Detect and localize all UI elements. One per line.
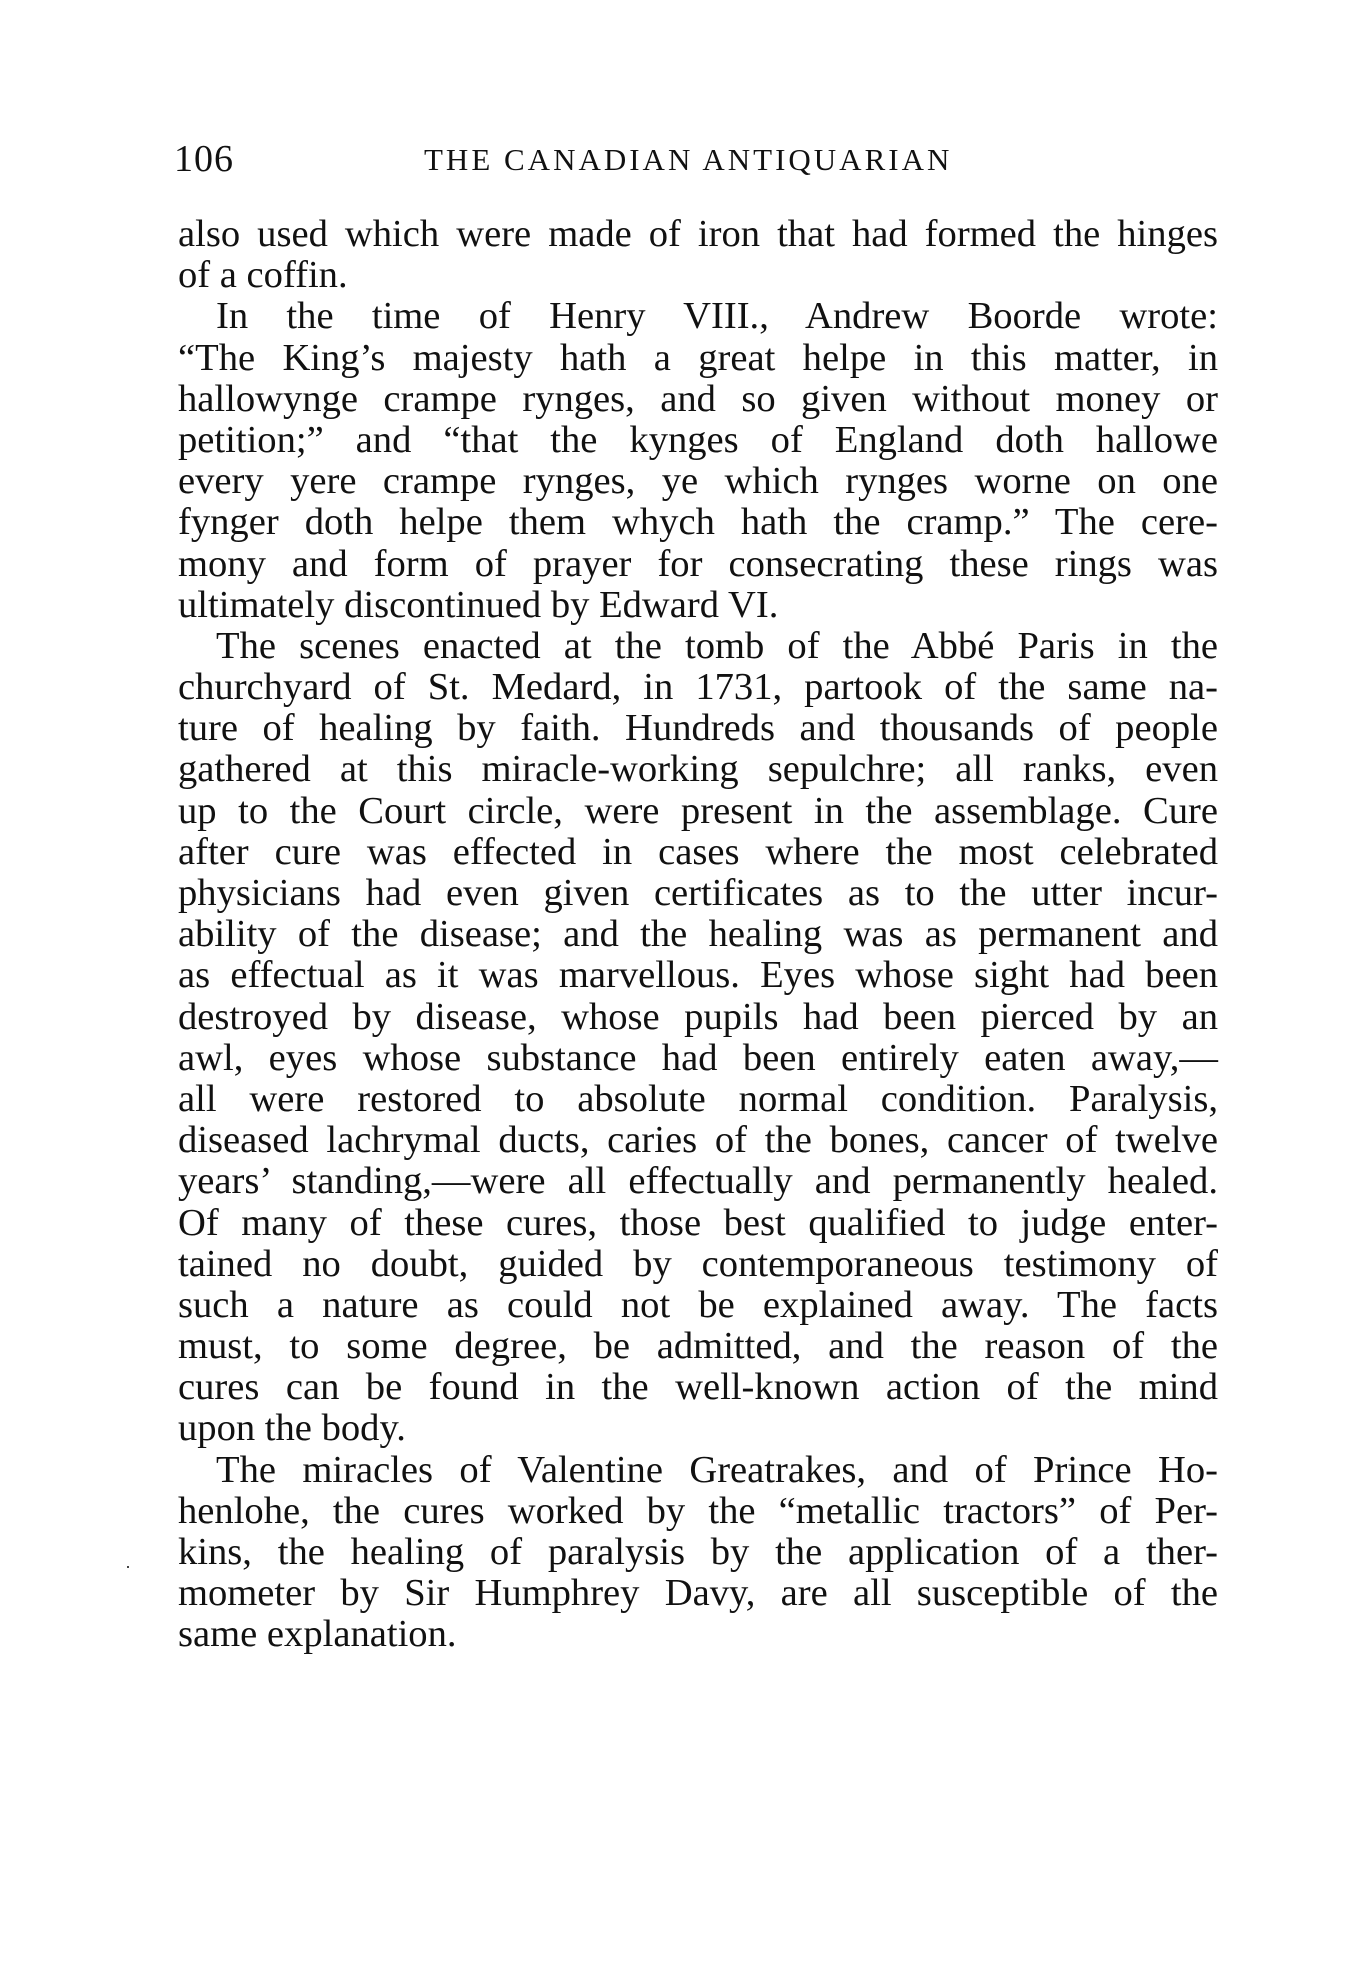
paragraph-greatrakes (178, 1450, 1218, 1656)
text-line: kins, the healing of paralysis by the application of a ther- (178, 1531, 1218, 1573)
text-line: diseased lachrymal ducts, caries of the bones, cancer of twelve (178, 1119, 1218, 1162)
text-line: ability of the disease; and the healing was as permanent and (178, 913, 1218, 956)
text-line: The miracles of Valentine Greatrakes, and of Prince Ho- (216, 1448, 1218, 1491)
paragraph-abbe-paris (178, 626, 1218, 1450)
text-line: ultimately discontinued by Edward VI. (178, 583, 779, 626)
text-line: tained no doubt, guided by contemporaneous testimony of (178, 1242, 1218, 1285)
text-line: petition;” and “that the kynges of England doth hallowe (178, 418, 1218, 461)
text-line: churchyard of St. Medard, in 1731, partook of the same na- (178, 666, 1218, 709)
text-line: mometer by Sir Humphrey Davy, are all susceptible of the (178, 1572, 1218, 1615)
text-line: gathered at this miracle-working sepulchre; all ranks, even (178, 748, 1218, 791)
text-line: such a nature as could not be explained away. The facts (178, 1283, 1218, 1326)
paragraph-boorde (178, 296, 1218, 626)
paragraph-continuation (178, 214, 1218, 296)
text-line: as effectual as it was marvellous. Eyes whose sight had been (178, 954, 1218, 997)
margin-speck (127, 1566, 129, 1568)
text-line: upon the body. (178, 1407, 406, 1450)
text-line: ture of healing by faith. Hundreds and thousands of people (178, 707, 1218, 750)
text-line: mony and form of prayer for consecrating these rings was (178, 542, 1218, 585)
text-line: In the time of Henry VIII., Andrew Boorde wrote: (216, 295, 1218, 338)
text-line: all were restored to absolute normal condition. Paralysis, (178, 1077, 1218, 1120)
text-line: must, to some degree, be admitted, and the reason of the (178, 1325, 1218, 1368)
journal-title: THE CANADIAN ANTIQUARIAN (424, 142, 953, 177)
text-line: destroyed by disease, whose pupils had been pierced by an (178, 995, 1218, 1038)
text-line: henlohe, the cures worked by the “metallic tractors” of Per- (178, 1489, 1218, 1532)
text-line: awl, eyes whose substance had been entirely eaten away,— (178, 1036, 1218, 1079)
page-number: 106 (174, 138, 234, 180)
text-line: up to the Court circle, were present in the assemblage. Cure (178, 789, 1218, 832)
text-line: of a coffin. (178, 254, 348, 297)
text-line: fynger doth helpe them whych hath the cramp.” The cere- (178, 501, 1218, 544)
text-line: The scenes enacted at the tomb of the Abbé Paris in the (216, 624, 1218, 667)
text-line: cures can be found in the well-known action of the mind (178, 1366, 1218, 1409)
text-line: same explanation. (178, 1613, 457, 1656)
text-line: also used which were made of iron that had formed the hinges (178, 213, 1218, 255)
text-line: hallowynge crampe rynges, and so given without money or (178, 377, 1218, 420)
text-line: Of many of these cures, those best qualified to judge enter- (178, 1201, 1218, 1244)
text-line: years’ standing,—were all effectually and permanently healed. (178, 1160, 1218, 1203)
text-line: physicians had even given certificates as to the utter incur- (178, 872, 1218, 914)
text-line: “The King’s majesty hath a great helpe in this matter, in (178, 336, 1218, 379)
text-line: every yere crampe rynges, ye which rynges worne on one (178, 460, 1218, 503)
body-text (178, 214, 1218, 1656)
text-line: after cure was effected in cases where the most celebrated (178, 830, 1218, 873)
running-head (174, 136, 1214, 182)
